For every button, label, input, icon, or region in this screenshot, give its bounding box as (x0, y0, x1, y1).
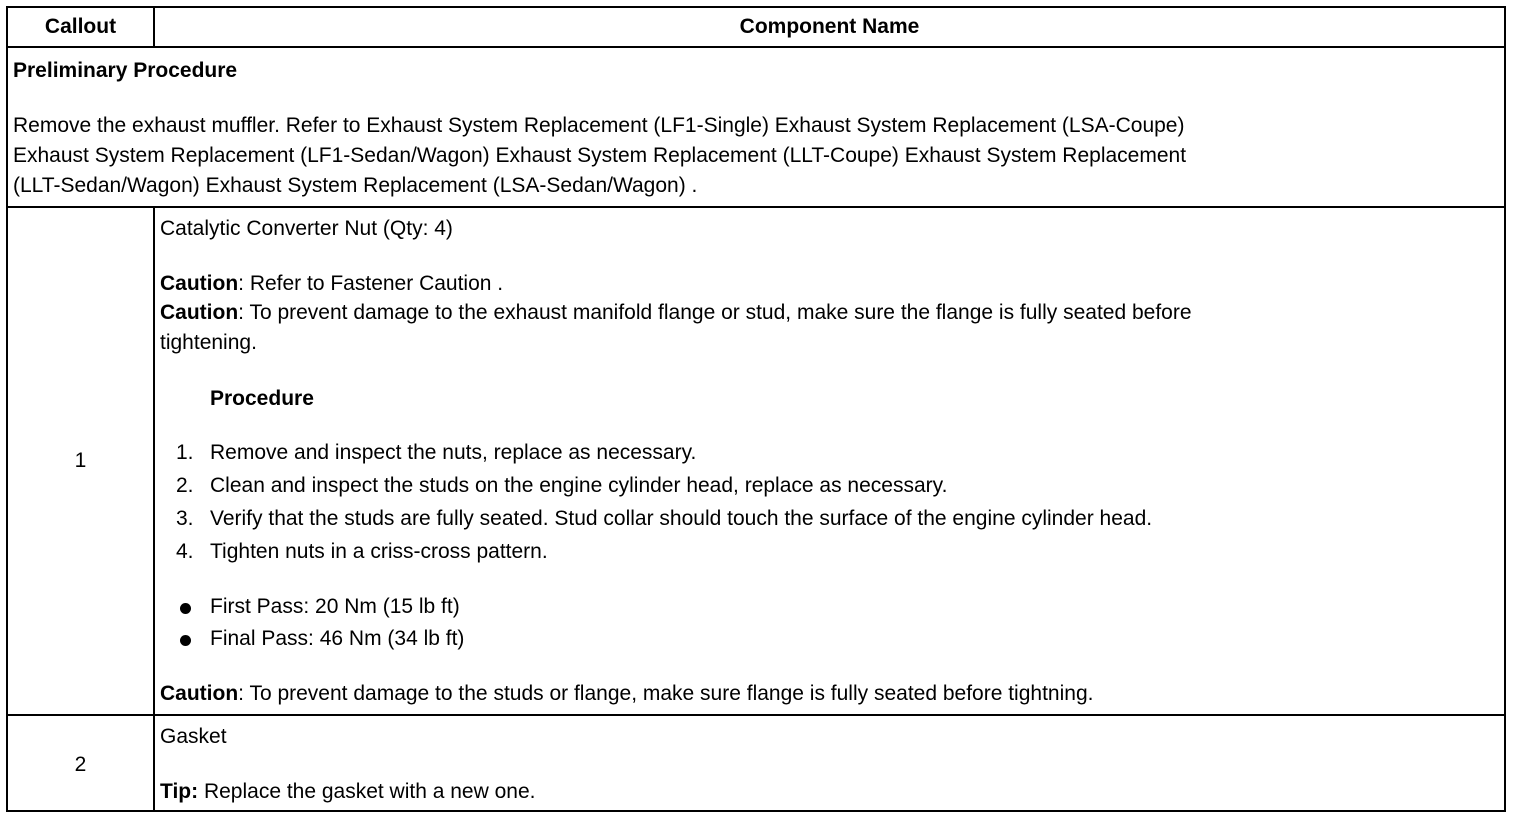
row2-tip (160, 777, 535, 807)
preliminary-title: Preliminary Procedure (13, 59, 238, 82)
row1-caution-1 (160, 269, 503, 299)
bullet-icon (180, 603, 191, 614)
header-component-name: Component Name (739, 15, 920, 38)
caution-label: Caution (160, 272, 239, 295)
preliminary-text-line2: Exhaust System Replacement (LF1-Sedan/Wagon) Exhaust System Replacement (LLT-Coupe) Exhaust System Replacement (13, 144, 1187, 167)
parts-table (6, 6, 1506, 812)
column-divider-body (153, 206, 155, 810)
row1-caution-3 (160, 679, 1093, 709)
header-callout: Callout (44, 15, 117, 38)
preliminary-divider (8, 206, 1504, 208)
bullet-text: Final Pass: 46 Nm (34 lb ft) (210, 627, 465, 650)
step-text: Tighten nuts in a criss-cross pattern. (210, 540, 548, 563)
bullet-icon (180, 635, 191, 646)
step-number: 1. (176, 441, 194, 464)
bullet-text: First Pass: 20 Nm (15 lb ft) (210, 595, 460, 618)
step-text: Verify that the studs are fully seated. Stud collar should touch the surface of the engine cylinder head. (210, 507, 1153, 530)
row1-divider (8, 714, 1504, 716)
header-divider (8, 46, 1504, 48)
row1-component-name: Catalytic Converter Nut (Qty: 4) (160, 217, 453, 240)
row1-caution-2 (160, 298, 1192, 328)
step-number: 2. (176, 474, 194, 497)
step-text: Remove and inspect the nuts, replace as necessary. (210, 441, 697, 464)
step-text: Clean and inspect the studs on the engine cylinder head, replace as necessary. (210, 474, 948, 497)
caution-text: : To prevent damage to the studs or flange, make sure flange is fully seated before tightning. (238, 682, 1094, 705)
tip-text: Replace the gasket with a new one. (198, 780, 536, 803)
row2-callout: 2 (74, 753, 87, 776)
preliminary-text-line1: Remove the exhaust muffler. Refer to Exhaust System Replacement (LF1-Single) Exhaust System Replacement (LSA-Coupe) (13, 114, 1185, 137)
caution-label: Caution (160, 682, 239, 705)
procedure-title: Procedure (210, 387, 314, 410)
step-number: 4. (176, 540, 194, 563)
caution-label: Caution (160, 301, 239, 324)
row2-component-name: Gasket (160, 725, 227, 748)
row1-callout: 1 (74, 449, 87, 472)
tip-label: Tip: (160, 780, 199, 803)
caution-text: : Refer to Fastener Caution . (238, 272, 504, 295)
caution-text: : To prevent damage to the exhaust manifold flange or stud, make sure the flange is fully seated before (238, 301, 1192, 324)
row1-caution-2-continued: tightening. (160, 331, 257, 354)
preliminary-text-line3: (LLT-Sedan/Wagon) Exhaust System Replacement (LSA-Sedan/Wagon) . (13, 174, 698, 197)
step-number: 3. (176, 507, 194, 530)
